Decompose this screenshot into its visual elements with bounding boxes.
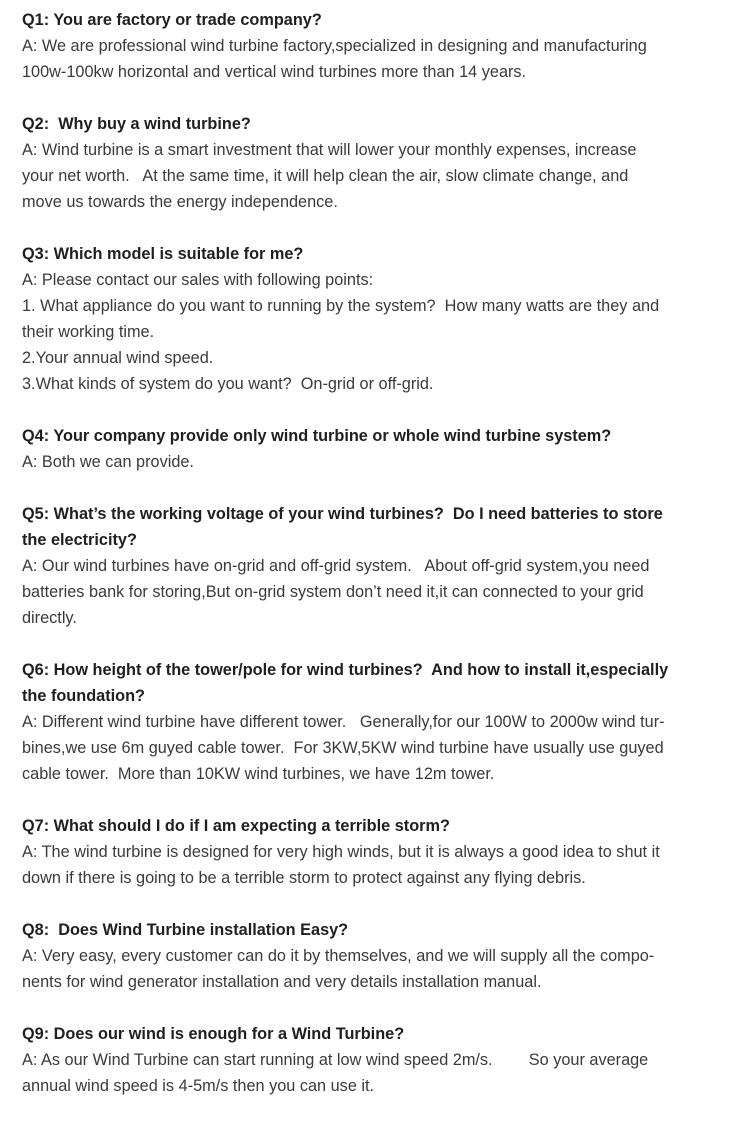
answer-text: their working time. <box>22 323 155 341</box>
spacer <box>22 787 744 813</box>
answer-text: A: The wind turbine is designed for very high winds, but it is always a good idea to shut it <box>22 843 660 861</box>
question-text: Q1: You are factory or trade company? <box>22 11 322 29</box>
question-text: Q4: Your company provide only wind turbine or whole wind turbine system? <box>22 427 612 445</box>
faq-item-q7 <box>22 813 744 891</box>
question-text: Q9: Does our wind is enough for a Wind Turbine? <box>22 1025 405 1043</box>
faq-list <box>22 7 744 1099</box>
question-text: Q2: Why buy a wind turbine? <box>22 115 251 133</box>
faq-item-q1 <box>22 7 744 85</box>
answer-text: cable tower. More than 10KW wind turbines, we have 12m tower. <box>22 765 495 783</box>
spacer <box>22 995 744 1021</box>
answer-text: 3.What kinds of system do you want? On-grid or off-grid. <box>22 375 434 393</box>
answer-text: nents for wind generator installation and very details installation manual. <box>22 973 542 991</box>
answer-text: A: As our Wind Turbine can start running at low wind speed 2m/s. So your average <box>22 1051 649 1069</box>
faq-item-q4 <box>22 423 744 475</box>
faq-item-q5 <box>22 501 744 631</box>
question-text: Q8: Does Wind Turbine installation Easy? <box>22 921 349 939</box>
answer-text: A: Please contact our sales with following points: <box>22 271 374 289</box>
faq-item-q3 <box>22 241 744 397</box>
answer-text: down if there is going to be a terrible storm to protect against any flying debris. <box>22 869 586 887</box>
answer-text: 100w-100kw horizontal and vertical wind turbines more than 14 years. <box>22 63 527 81</box>
question-text: Q3: Which model is suitable for me? <box>22 245 304 263</box>
question-text: the electricity? <box>22 531 137 549</box>
question-text: Q6: How height of the tower/pole for wind turbines? And how to install it,especially <box>22 661 669 679</box>
faq-item-q9 <box>22 1021 744 1099</box>
answer-text: move us towards the energy independence. <box>22 193 338 211</box>
answer-text: A: Both we can provide. <box>22 453 194 471</box>
question-text: the foundation? <box>22 687 145 705</box>
answer-text: directly. <box>22 609 77 627</box>
answer-text: 1. What appliance do you want to running by the system? How many watts are they and <box>22 297 660 315</box>
spacer <box>22 85 744 111</box>
answer-text: annual wind speed is 4-5m/s then you can use it. <box>22 1077 375 1095</box>
answer-text: A: We are professional wind turbine factory,specialized in designing and manufacturing <box>22 37 647 55</box>
spacer <box>22 891 744 917</box>
question-text: Q7: What should I do if I am expecting a terrible storm? <box>22 817 450 835</box>
spacer <box>22 631 744 657</box>
answer-text: 2.Your annual wind speed. <box>22 349 214 367</box>
answer-text: bines,we use 6m guyed cable tower. For 3KW,5KW wind turbine have usually use guyed <box>22 739 664 757</box>
answer-text: A: Different wind turbine have different tower. Generally,for our 100W to 2000w wind tur- <box>22 713 665 731</box>
answer-text: A: Our wind turbines have on-grid and off-grid system. About off-grid system,you need <box>22 557 650 575</box>
answer-text: batteries bank for storing,But on-grid system don’t need it,it can connected to your grid <box>22 583 644 601</box>
spacer <box>22 475 744 501</box>
answer-text: your net worth. At the same time, it will help clean the air, slow climate change, and <box>22 167 629 185</box>
faq-item-q6 <box>22 657 744 787</box>
faq-item-q2 <box>22 111 744 215</box>
spacer <box>22 215 744 241</box>
answer-text: A: Wind turbine is a smart investment that will lower your monthly expenses, increase <box>22 141 637 159</box>
spacer <box>22 397 744 423</box>
faq-item-q8 <box>22 917 744 995</box>
answer-text: A: Very easy, every customer can do it by themselves, and we will supply all the compo- <box>22 947 655 965</box>
question-text: Q5: What’s the working voltage of your wind turbines? Do I need batteries to store <box>22 505 663 523</box>
